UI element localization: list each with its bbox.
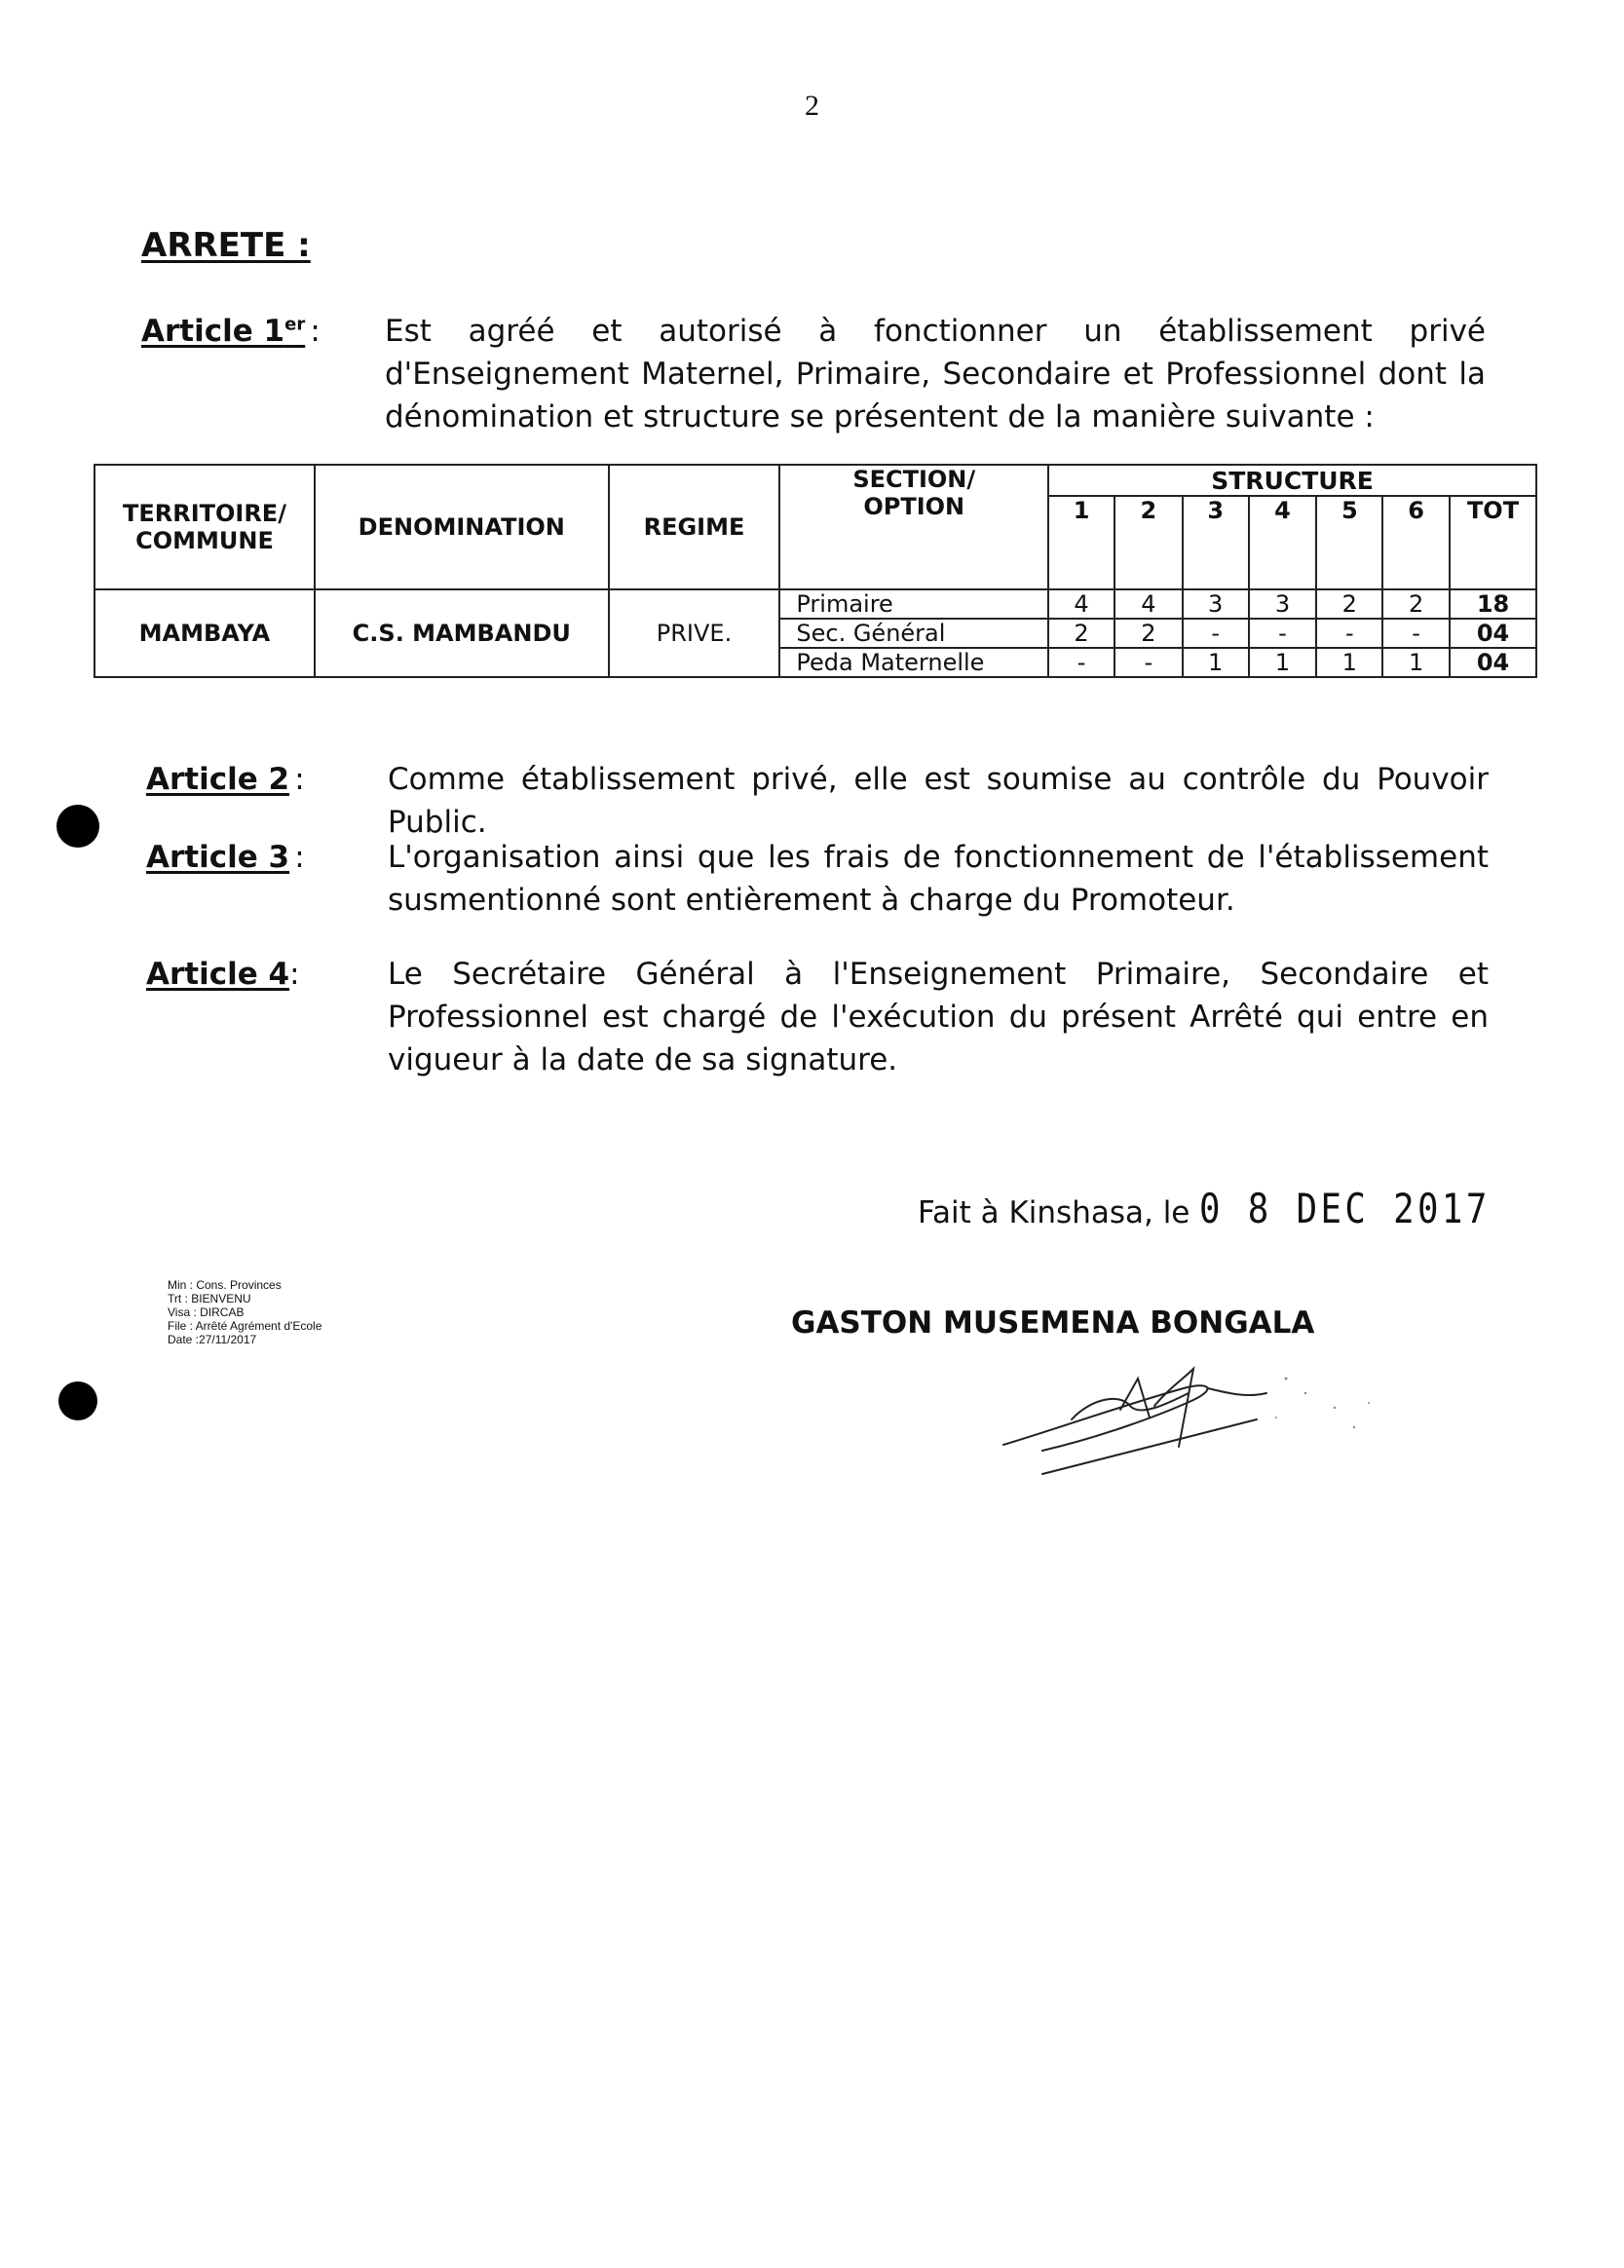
value-cell: 2 bbox=[1382, 589, 1450, 619]
punch-hole-top bbox=[57, 805, 99, 848]
date-stamp: 0 8 DEC 2017 bbox=[1199, 1185, 1491, 1232]
article-3-label-group bbox=[146, 840, 305, 875]
article-4-text: Le Secrétaire Général à l'Enseignement Primaire, Secondaire et Professionnel est chargé de l'exécution du présent Arrêté qui entre en vigueur à la date de sa signature. bbox=[388, 957, 1489, 1077]
value-cell: 1 bbox=[1249, 648, 1317, 677]
value-cell: 3 bbox=[1249, 589, 1317, 619]
signature-image bbox=[984, 1349, 1413, 1486]
value-cell: 4 bbox=[1048, 589, 1114, 619]
ref-date: Date :27/11/2017 bbox=[168, 1333, 257, 1346]
value-cell: 3 bbox=[1183, 589, 1249, 619]
reference-block bbox=[168, 1278, 321, 1346]
denomination-cell: C.S. MAMBANDU bbox=[315, 589, 609, 677]
header-col-6: 6 bbox=[1382, 496, 1450, 589]
header-denomination: DENOMINATION bbox=[315, 465, 609, 589]
document-heading: ARRETE : bbox=[141, 226, 311, 265]
value-cell: - bbox=[1183, 619, 1249, 648]
ref-min: Min : Cons. Provinces bbox=[168, 1278, 282, 1292]
header-regime: REGIME bbox=[609, 465, 780, 589]
punch-hole-bottom bbox=[58, 1381, 97, 1420]
article-2-label-group bbox=[146, 762, 305, 797]
structure-table bbox=[94, 464, 1537, 678]
article-3-text: L'organisation ainsi que les frais de fonctionnement de l'établissement susmentionné sont entièrement à charge du Promoteur. bbox=[388, 840, 1489, 918]
ref-trt: Trt : BIENVENU bbox=[168, 1292, 251, 1305]
header-section: SECTION/ OPTION bbox=[779, 465, 1048, 589]
article-1-label: Article 1er bbox=[141, 314, 306, 349]
value-cell: 1 bbox=[1183, 648, 1249, 677]
value-cell: - bbox=[1382, 619, 1450, 648]
article-4-label-group bbox=[146, 957, 300, 992]
article-3-label: Article 3 bbox=[146, 840, 290, 875]
article-1-text: Est agréé et autorisé à fonctionner un établissement privé d'Enseignement Maternel, Primaire, Secondaire et Professionnel dont la dénomination et structure se présentent de la manière suivante : bbox=[385, 314, 1486, 435]
section-cell: Peda Maternelle bbox=[779, 648, 1048, 677]
signatory-name: GASTON MUSEMENA BONGALA bbox=[791, 1305, 1315, 1341]
header-col-3: 3 bbox=[1183, 496, 1249, 589]
header-col-5: 5 bbox=[1316, 496, 1382, 589]
territoire-cell: MAMBAYA bbox=[94, 589, 315, 677]
value-cell: 1 bbox=[1316, 648, 1382, 677]
article-4-separator: : bbox=[289, 957, 300, 992]
header-territoire: TERRITOIRE/ COMMUNE bbox=[94, 465, 315, 589]
article-1-label-group bbox=[141, 314, 321, 349]
value-cell: 2 bbox=[1048, 619, 1114, 648]
value-cell: - bbox=[1249, 619, 1317, 648]
article-2-separator: : bbox=[294, 762, 305, 797]
total-cell: 04 bbox=[1450, 619, 1536, 648]
section-cell: Primaire bbox=[779, 589, 1048, 619]
value-cell: - bbox=[1048, 648, 1114, 677]
header-structure: STRUCTURE bbox=[1048, 465, 1536, 496]
article-2-text: Comme établissement privé, elle est soumise au contrôle du Pouvoir Public. bbox=[388, 762, 1489, 840]
table-row bbox=[94, 589, 1536, 619]
value-cell: 4 bbox=[1114, 589, 1183, 619]
ref-file: File : Arrêté Agrément d'Ecole bbox=[168, 1319, 322, 1333]
article-4-label: Article 4 bbox=[146, 957, 290, 992]
header-col-4: 4 bbox=[1249, 496, 1317, 589]
total-cell: 18 bbox=[1450, 589, 1536, 619]
regime-cell: PRIVE. bbox=[609, 589, 780, 677]
value-cell: 2 bbox=[1114, 619, 1183, 648]
place-text: Fait à Kinshasa, le bbox=[918, 1195, 1190, 1230]
ref-visa: Visa : DIRCAB bbox=[168, 1305, 245, 1319]
value-cell: 2 bbox=[1316, 589, 1382, 619]
article-1-separator: : bbox=[310, 314, 321, 349]
value-cell: - bbox=[1316, 619, 1382, 648]
section-cell: Sec. Général bbox=[779, 619, 1048, 648]
header-col-tot: TOT bbox=[1450, 496, 1536, 589]
article-3-separator: : bbox=[294, 840, 305, 875]
article-2-label: Article 2 bbox=[146, 762, 290, 797]
page-number: 2 bbox=[805, 90, 819, 122]
value-cell: 1 bbox=[1382, 648, 1450, 677]
header-col-1: 1 bbox=[1048, 496, 1114, 589]
value-cell: - bbox=[1114, 648, 1183, 677]
total-cell: 04 bbox=[1450, 648, 1536, 677]
header-col-2: 2 bbox=[1114, 496, 1183, 589]
date-line bbox=[918, 1185, 1542, 1232]
